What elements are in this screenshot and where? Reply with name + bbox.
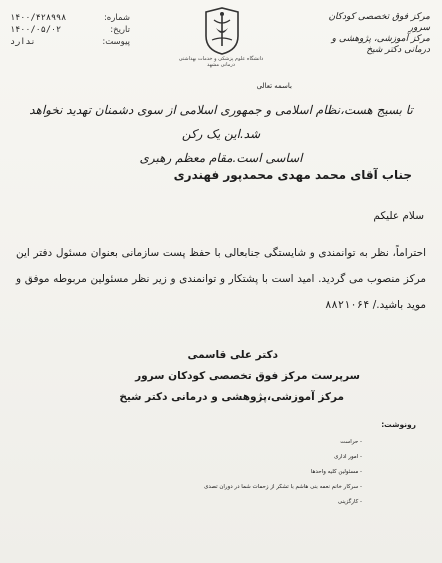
logo-caption: دانشگاه علوم پزشکی و خدمات بهداشتی درمانی مشهد — [178, 56, 264, 68]
organization-line-1: مرکز فوق تخصصی کودکان سرور — [328, 12, 430, 33]
cc-item: - امور اداری — [62, 450, 362, 465]
meta-number-row — [10, 12, 130, 24]
slogan — [16, 98, 426, 170]
signatory-name: دکتر علی قاسمی — [187, 349, 278, 361]
letter-attachment-label: پیوست: — [102, 37, 130, 47]
letter-number-label: شماره: — [103, 13, 130, 23]
letter-number: ۱۴۰۰/۴۲۸۹۹۸ — [10, 13, 67, 23]
slogan-line-2: اساسی است.مقام معظم رهبری — [139, 151, 303, 165]
letter-date: ۱۴۰۰/۰۵/۰۲ — [10, 25, 62, 35]
cc-item: - کارگزینی — [62, 495, 362, 510]
greeting: سلام علیکم — [373, 210, 424, 222]
organization-line-2: مرکز آموزشی، پژوهشی و درمانی دکتر شیخ — [331, 34, 430, 55]
letter-body — [16, 240, 426, 318]
meta-attachment-row — [10, 36, 130, 48]
letter-body-code: ۸۸۲۱۰۶۴ — [325, 299, 370, 311]
organization-name — [310, 12, 430, 56]
letter-meta — [10, 12, 130, 48]
letter-date-label: تاریخ: — [110, 25, 130, 35]
signatory-title-2: مرکز آموزشی،پژوهشی و درمانی دکتر شیخ — [119, 391, 344, 403]
signatory-title-1: سرپرست مرکز فوق تخصصی کودکان سرور — [135, 370, 360, 382]
letter-attachment: ندارد — [10, 37, 36, 47]
signature-block — [70, 345, 360, 408]
slogan-line-1: تا بسیج هست،نظام اسلامی و جمهوری اسلامی از سوی دشمنان تهدید نخواهد شد.این یک رکن — [29, 103, 413, 141]
cc-item: - حراست — [62, 435, 362, 450]
basmala: باسمه تعالی — [256, 82, 292, 90]
recipient: جناب آقای محمد مهدی محمدپور فهندری — [173, 168, 412, 182]
letter-body-text: احتراماً، نظر به توانمندی و شایستگی جنابعالی با حفظ پست سازمانی بعنوان مسئول دفتر این مرکز منصوب می گردید. امید است با پشتکار و توانمندی و زیر نظر مسئولین مربوطه موفق و موید باشید./ — [16, 247, 426, 311]
cc-title: رونوشت: — [381, 420, 416, 429]
cc-item: - سرکار خانم نعمه بنی هاشم با تشکر از زحمات شما در دوران تصدی — [62, 480, 362, 495]
university-logo-icon — [200, 6, 244, 56]
meta-date-row — [10, 24, 130, 36]
cc-item: - مسئولین کلیه واحدها — [62, 465, 362, 480]
cc-list — [62, 435, 362, 510]
